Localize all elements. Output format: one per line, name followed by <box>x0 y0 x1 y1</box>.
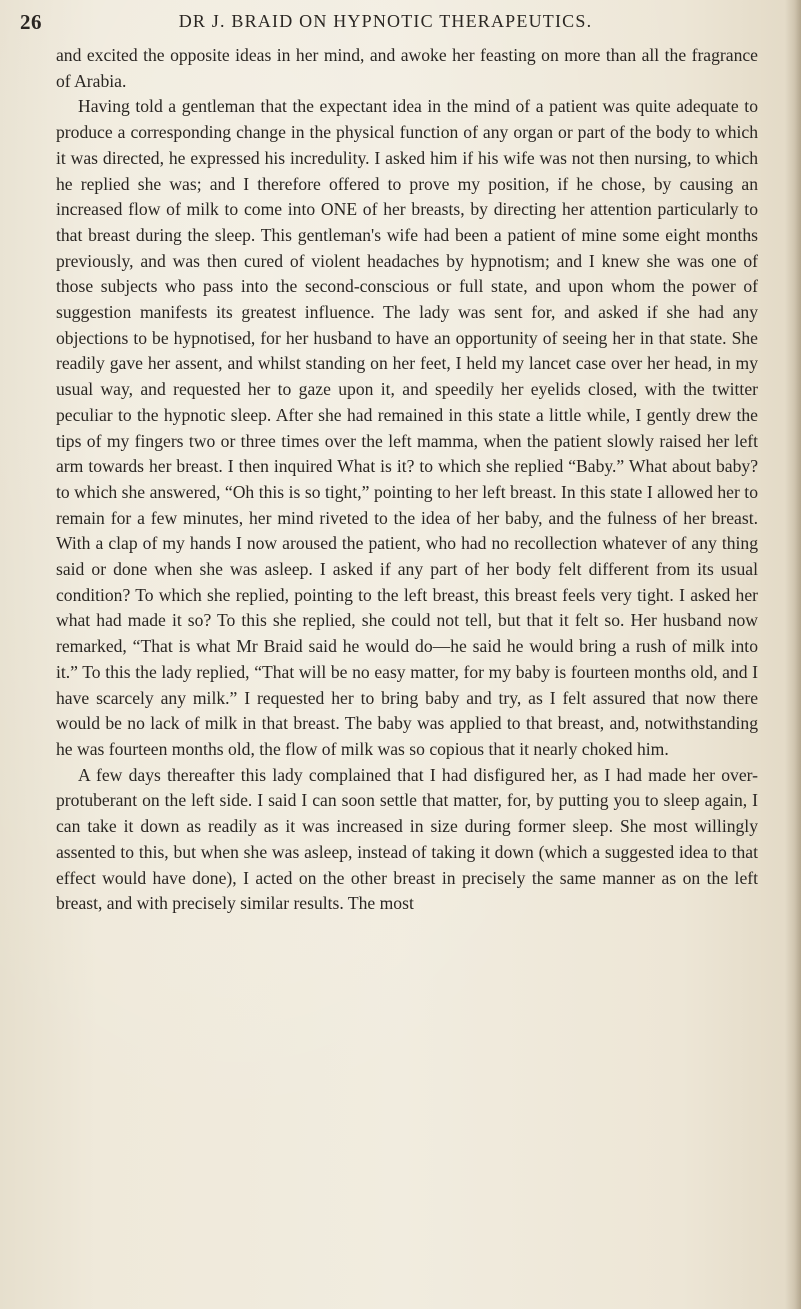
page-header <box>20 10 761 40</box>
running-head: DR J. BRAID ON HYPNOTIC THERAPEUTICS. <box>178 11 593 31</box>
paragraph-continued: and excited the opposite ideas in her mind, and awoke her feasting on more than all the fragrance of Arabia. <box>56 45 758 91</box>
page-number: 26 <box>20 10 42 34</box>
paragraph: A few days thereafter this lady complained that I had disfigured her, as I had made her over-protuberant on the left side. I said I can soon settle that matter, for, by putting you to sleep again, I can take it down as readily as it was increased in size during former sleep. She most willingly assented to this, but when she was asleep, instead of taking it down (which a suggested idea to that effect would have done), I acted on the other breast in precisely the same manner as on the left breast, and with precisely similar results. The most <box>56 764 758 914</box>
page-edge-shadow <box>785 0 801 1309</box>
body-text <box>56 43 758 1298</box>
paragraph: Having told a gentleman that the expectant idea in the mind of a patient was quite adequate to produce a corresponding change in the physical function of any organ or part of the body to which it was directed, he expressed his incredulity. I asked him if his wife was not then nursing, to which he replied she was; and I therefore offered to prove my position, if he chose, by causing an increased flow of milk to come into ONE of her breasts, by directing her attention particularly to that breast during the sleep. This gentleman's wife had been a patient of mine some eight months previously, and was then cured of violent headaches by hypnotism; and I knew she was one of those subjects who pass into the second-conscious or full state, and upon whom the power of suggestion manifests its greatest influence. The lady was sent for, and asked if she had any objections to be hypnotised, for her husband to have an opportunity of seeing her in that state. She readily gave her assent, and whilst standing on her feet, I held my lancet case over her head, in my usual way, and requested her to gaze upon it, and speedily her eyelids closed, with the twitter peculiar to the hypnotic sleep. After she had remained in this state a little while, I gently drew the tips of my fingers two or three times over the left mamma, when the patient slowly raised her left arm towards her breast. I then inquired What is it? to which she replied “Baby.” What about baby? to which she answered, “Oh this is so tight,” pointing to her left breast. In this state I allowed her to remain for a few minutes, her mind riveted to the idea of her baby, and the fulness of her breast. With a clap of my hands I now aroused the patient, who had no recollection whatever of any thing said or done when she was asleep. I asked if any part of her body felt different from its usual condition? To which she replied, pointing to the left breast, this breast feels very tight. I asked her what had made it so? To this she replied, she could not tell, but that it felt so. Her husband now remarked, “That is what Mr Braid said he would do—he said he would bring a rush of milk into it.” To this the lady replied, “That will be no easy matter, for my baby is fourteen months old, and I have scarcely any milk.” I requested her to bring baby and try, as I felt assured that now there would be no lack of milk in that breast. The baby was applied to that breast, and, notwithstanding he was fourteen months old, the flow of milk was so copious that it nearly choked him. <box>56 96 758 759</box>
